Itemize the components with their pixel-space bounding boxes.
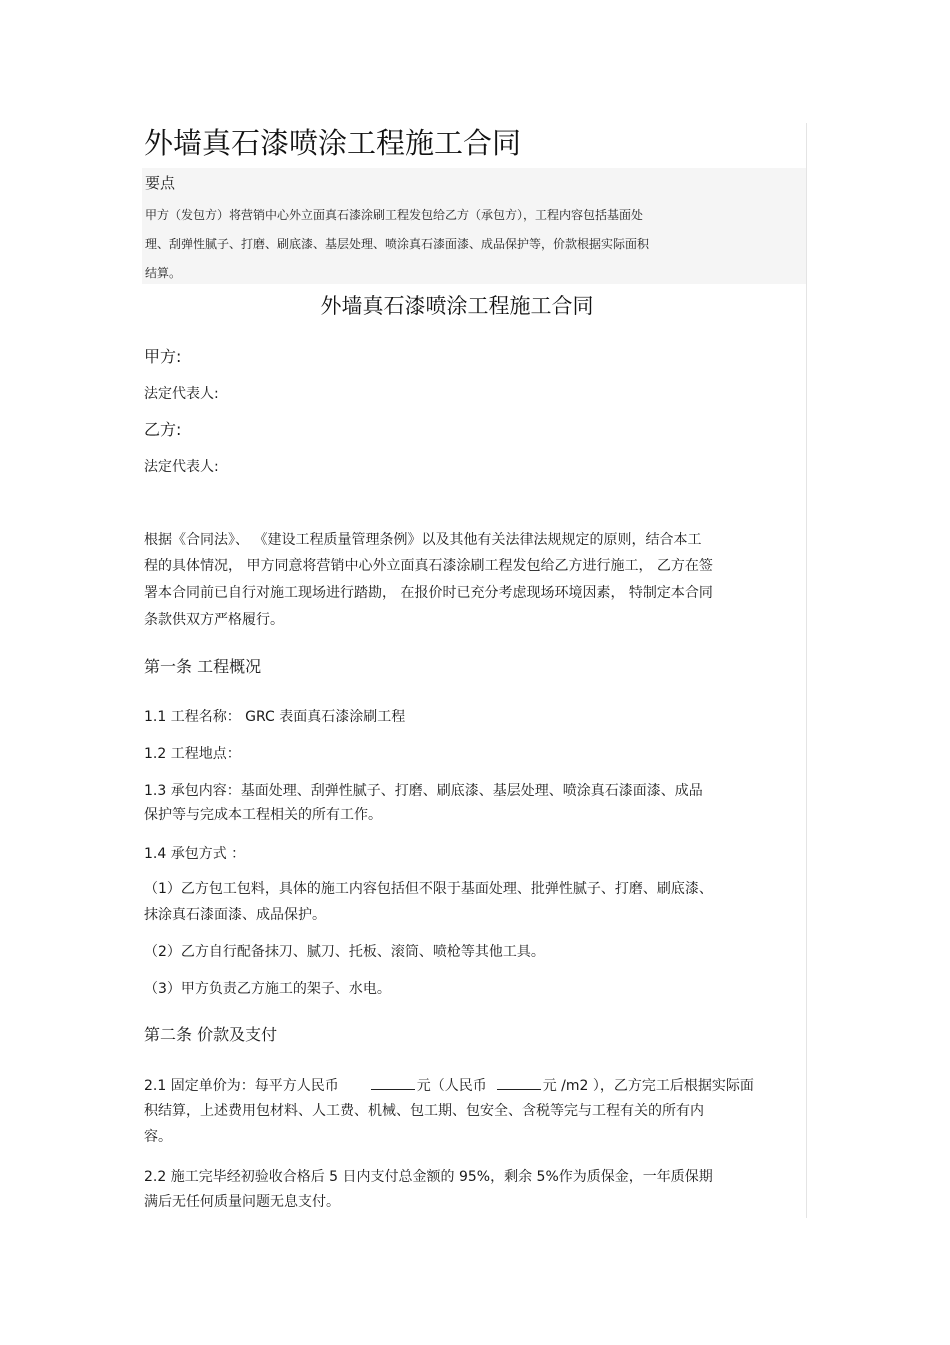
summary-line: 结算。 xyxy=(145,266,182,280)
sub-item-3: （3）甲方负责乙方施工的架子、水电。 xyxy=(144,981,391,997)
sub-item-2: （2）乙方自行配备抹刀、腻刀、托板、滚筒、喷枪等其他工具。 xyxy=(144,944,545,960)
party-b-representative: 法定代表人: xyxy=(144,459,219,475)
party-a-label: 甲方: xyxy=(144,347,182,366)
summary-text xyxy=(145,201,745,288)
intro-line: 程的具体情况， 甲方同意将营销中心外立面真石漆涂刷工程发包给乙方进行施工， 乙方在签 xyxy=(144,558,713,574)
sub-item-1-line: （1）乙方包工包料，具体的施工内容包括但不限于基面处理、批弹性腻子、打磨、刷底漆、 xyxy=(144,881,713,897)
item-2-1-part: 2.1 固定单价为：每平方人民币 xyxy=(144,1078,339,1094)
party-b-label: 乙方: xyxy=(144,420,182,439)
summary-heading: 要点 xyxy=(145,174,176,192)
blank-field xyxy=(497,1077,541,1090)
item-2-1-part: 元 /m2 ），乙方完工后根据实际面 xyxy=(542,1078,754,1094)
article-1-heading: 第一条 工程概况 xyxy=(144,657,262,676)
intro-line: 条款供双方严格履行。 xyxy=(144,612,284,628)
item-1-4: 1.4 承包方式 ： xyxy=(144,846,246,862)
item-2-1-part: 元（人民币 xyxy=(416,1078,487,1094)
contract-title: 外墙真石漆喷涂工程施工合同 xyxy=(320,294,594,318)
item-1-2: 1.2 工程地点： xyxy=(144,746,241,762)
sub-item-1-line: 抹涂真石漆面漆、成品保护。 xyxy=(144,907,326,923)
intro-line: 署本合同前已自行对施工现场进行踏勘， 在报价时已充分考虑现场环境因素， 特制定本合同 xyxy=(144,585,713,601)
item-2-1-line: 容。 xyxy=(144,1129,172,1145)
item-2-2-line: 满后无任何质量问题无息支付。 xyxy=(144,1194,340,1210)
item-1-1: 1.1 工程名称： GRC 表面真石漆涂刷工程 xyxy=(144,709,406,725)
summary-line: 甲方（发包方）将营销中心外立面真石漆涂刷工程发包给乙方（承包方），工程内容包括基面处 xyxy=(145,208,644,222)
item-2-1-line xyxy=(144,1076,754,1096)
item-1-3-line: 保护等与完成本工程相关的所有工作。 xyxy=(144,807,382,823)
document-title: 外墙真石漆喷涂工程施工合同 xyxy=(144,126,522,160)
item-2-2-line: 2.2 施工完毕经初验收合格后 5 日内支付总金额的 95%，剩余 5%作为质保金，一年质保期 xyxy=(144,1169,713,1185)
summary-line: 理、刮弹性腻子、打磨、刷底漆、基层处理、喷涂真石漆面漆、成品保护等，价款根据实际面积 xyxy=(145,237,650,251)
summary-box xyxy=(142,168,806,284)
blank-field xyxy=(371,1077,415,1090)
article-2-heading: 第二条 价款及支付 xyxy=(144,1025,278,1044)
party-a-representative: 法定代表人: xyxy=(144,386,219,402)
item-2-1-line: 积结算，上述费用包材料、人工费、机械、包工期、包安全、含税等完与工程有关的所有内 xyxy=(144,1103,704,1119)
item-1-3-line: 1.3 承包内容：基面处理、刮弹性腻子、打磨、刷底漆、基层处理、喷涂真石漆面漆、成品 xyxy=(144,783,703,799)
intro-line: 根据《合同法》、 《建设工程质量管理条例》以及其他有关法律法规规定的原则，结合本工 xyxy=(144,532,702,548)
